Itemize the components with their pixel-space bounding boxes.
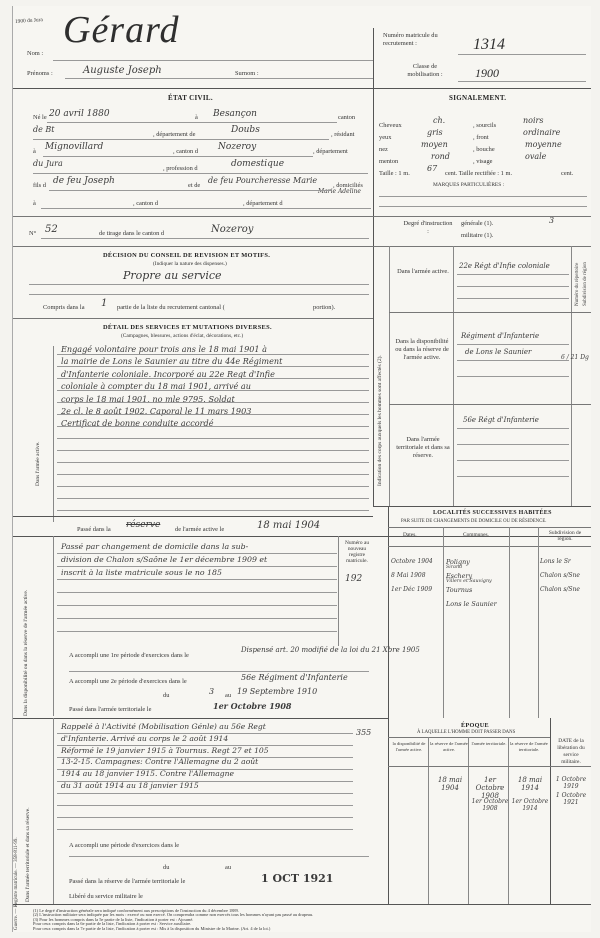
portion-label: portion). bbox=[313, 304, 336, 311]
tirage-label: N° bbox=[29, 230, 37, 237]
ruled-line bbox=[57, 631, 337, 632]
departement2: du Jura bbox=[33, 159, 63, 168]
localite-commune: Lons le Saunier bbox=[446, 600, 497, 608]
epoque-col-header: la réserve de l'armée active. bbox=[430, 741, 468, 752]
cheveux: ch. bbox=[433, 116, 446, 125]
canton-label: canton bbox=[338, 114, 356, 121]
passe-reserve-terr-label: Passé dans la réserve de l'armée territoriale le bbox=[69, 878, 186, 885]
du-label: du bbox=[163, 692, 170, 699]
ruled-line bbox=[57, 354, 369, 355]
localite-commune: Poligny bbox=[446, 558, 470, 566]
compris-label: Compris dans la bbox=[43, 304, 85, 311]
services-line: Certificat de bonne conduite accordé bbox=[61, 418, 214, 429]
subdiv-side-label: Subdivision de région bbox=[583, 262, 588, 306]
marques-label: MARQUES PARTICULIÈRES : bbox=[433, 182, 505, 188]
epoque-value: 18 mai 1904 bbox=[437, 776, 463, 792]
decision-subtitle: (Indiquer la nature des dispenses.) bbox=[153, 261, 227, 267]
ruled-line bbox=[57, 618, 337, 619]
localites-col-dates: Dates. bbox=[403, 532, 417, 538]
taille-label: Taille : 1 m. bbox=[379, 170, 410, 177]
localite-subdivision: Chalon s/Sne bbox=[540, 586, 580, 593]
footnote-line: Pour ceux compris dans la 6e partie de la liste, l'indication à porter est : Service auxiliaire. bbox=[33, 921, 192, 927]
services-side-label: Dans l'armée active. bbox=[35, 441, 41, 486]
domicilies-label: , domiciliés bbox=[333, 182, 363, 189]
margin-note: 1900 du Jura bbox=[14, 17, 44, 25]
sourcils-label: , sourcils bbox=[473, 122, 497, 129]
corps-dispo-value2: de Lons le Saunier bbox=[465, 348, 532, 356]
ruled-line bbox=[57, 474, 369, 475]
localite-subdivision: Lons le Sr bbox=[540, 558, 571, 565]
nom-label: Nom : bbox=[27, 50, 44, 57]
a-label: à bbox=[195, 114, 198, 121]
passe-value: réserve bbox=[126, 520, 161, 530]
degre-label: Degré d'instruction : bbox=[403, 220, 453, 235]
mother: de feu Pourcheresse Marie bbox=[208, 176, 318, 185]
au-terr-label: au bbox=[225, 864, 232, 871]
territoriale-side-label: Dans l'armée territoriale et dans sa réserve. bbox=[25, 807, 31, 902]
matricule-sheet bbox=[12, 6, 591, 932]
localite-voie: Sirand bbox=[446, 565, 463, 570]
yeux: gris bbox=[427, 128, 443, 137]
epoque-col-header: la réserve de l'armée territoriale. bbox=[510, 741, 548, 752]
birth-date: 20 avril 1880 bbox=[49, 109, 110, 119]
ruled-line bbox=[57, 745, 353, 746]
corps-active-value: 22e Régt d'Infie coloniale bbox=[459, 262, 550, 270]
epoque-date-value: 1 Octobre 1921 bbox=[555, 792, 587, 806]
menton: rond bbox=[431, 152, 450, 161]
services-subtitle: (Campagnes, blessures, actions d'éclat, décorations, etc.) bbox=[121, 333, 244, 339]
reserve-line: division de Chalon s/Saône le 1er décembre 1909 et bbox=[61, 555, 268, 564]
departement: Doubs bbox=[231, 125, 260, 135]
bouche-label: , bouche bbox=[473, 146, 495, 153]
corps-dispo-label: Dans la disponibilité ou dans la réserve de l'armée active. bbox=[395, 338, 449, 361]
decision-title: DÉCISION DU CONSEIL DE REVISION ET MOTIFS. bbox=[103, 252, 271, 259]
corps-terr-label: Dans l'armée territoriale et dans sa réserve. bbox=[396, 436, 450, 459]
prenoms: Auguste Joseph bbox=[83, 65, 162, 76]
front-label: , front bbox=[473, 134, 489, 141]
ruled-line bbox=[57, 378, 369, 379]
surname: Gérard bbox=[63, 9, 180, 51]
epoque-date-value: 1 Octobre 1919 bbox=[555, 776, 587, 790]
mother-note: Marie Adeline bbox=[318, 188, 361, 195]
classe-number: 1900 bbox=[475, 66, 499, 80]
nez: moyen bbox=[421, 140, 448, 149]
periode1-value: Dispensé art. 20 modifié de la loi du 21 Xbre 1905 bbox=[241, 646, 420, 654]
periode-terr-label: A accompli une période d'exercices dans le bbox=[69, 842, 180, 849]
epoque-title: ÉPOQUE bbox=[461, 722, 489, 729]
tirage-text: de tirage dans le canton d bbox=[99, 230, 165, 237]
ruled-line bbox=[57, 566, 337, 567]
ruled-line bbox=[57, 486, 369, 487]
profession: domestique bbox=[231, 159, 285, 169]
cheveux-label: Cheveux bbox=[379, 122, 402, 129]
libere-date: 1 OCT 1921 bbox=[261, 872, 334, 885]
localite-commune: Tournus bbox=[446, 586, 473, 594]
footnote-line: Pour ceux compris dans la 7e partie de la liste, l'indication à porter est : Mis à la disposition du Ministre de la Marine. (Art. 4 de la loi.) bbox=[33, 925, 271, 931]
localite-commune: Eschery bbox=[446, 572, 473, 580]
epoque-col-header: la disponibilité de l'armée active. bbox=[392, 741, 426, 752]
epoque-value: 18 mai 1914 bbox=[517, 776, 543, 792]
territoriale-page-note: 355 bbox=[356, 728, 372, 737]
canton2: Nozeroy bbox=[218, 142, 257, 152]
ruled-line bbox=[57, 438, 369, 439]
generale-label: générale (1). bbox=[461, 220, 494, 227]
au-label: au bbox=[225, 692, 232, 699]
corps-terr-value: 56e Régt d'Infanterie bbox=[463, 416, 539, 424]
corps-side-label: Indication des corps auxquels les hommes sont affectés (2). bbox=[377, 355, 383, 486]
matricule-number: 1314 bbox=[473, 36, 505, 53]
epoque-extra: 1er Octobre 1914 bbox=[511, 798, 549, 812]
ruled-line bbox=[57, 426, 369, 427]
ruled-line bbox=[57, 793, 353, 794]
epoque-extra: 1er Octobre 1908 bbox=[471, 798, 509, 812]
surnom-label: Surnom : bbox=[235, 70, 259, 77]
etat-civil-title: ÉTAT CIVIL. bbox=[168, 94, 213, 102]
taille-rect-label: cent. Taille rectifiée : 1 m. bbox=[445, 170, 513, 177]
taille: 67 bbox=[427, 164, 438, 173]
territoriale-line: Réformé le 19 janvier 1915 à Tournus. Regt 27 et 105 bbox=[61, 745, 269, 755]
passe-date: 18 mai 1904 bbox=[257, 520, 321, 531]
ruled-line bbox=[57, 592, 337, 593]
corps-dispo-note: 6 / 21 Dg bbox=[561, 354, 589, 361]
localite-date: 8 Mai 1908 bbox=[391, 572, 426, 579]
localites-title: LOCALITÉS SUCCESSIVES HABITÉES bbox=[433, 510, 552, 516]
ruled-line bbox=[57, 553, 337, 554]
libere-label: Libéré du service militaire le bbox=[69, 893, 143, 900]
epoque-subtitle: À LAQUELLE L'HOMME DOIT PASSER DANS bbox=[417, 730, 516, 735]
passe-text: de l'armée active le bbox=[175, 526, 225, 533]
corps-active-label: Dans l'armée active. bbox=[397, 268, 449, 275]
et-label: et de bbox=[188, 182, 201, 189]
front: ordinaire bbox=[523, 128, 561, 137]
profession-label: , profession d bbox=[163, 165, 198, 172]
residence: Mignovillard bbox=[45, 142, 104, 152]
ruled-line bbox=[57, 414, 369, 415]
localite-subdivision: Chalon s/Sne bbox=[540, 572, 580, 579]
visage: ovale bbox=[525, 152, 547, 161]
ne-le-label: Né le bbox=[33, 114, 47, 121]
epoque-value: 1er Octobre 1908 bbox=[475, 776, 505, 800]
ruled-line bbox=[57, 769, 353, 770]
bouche: moyenne bbox=[525, 140, 562, 149]
ruled-line bbox=[57, 450, 369, 451]
canton2-label: , canton d bbox=[173, 148, 199, 155]
territoriale-label: Passé dans l'armée territoriale le bbox=[69, 706, 152, 713]
ruled-line bbox=[57, 510, 369, 511]
footnote-line: (2) L'instruction militaire sera indiquée par les mots : exercé ou non exercé. On comprendra comme non exercés tous les hommes n'ayant pas passé au drapeau. bbox=[33, 912, 314, 918]
services-line: d'Infanterie coloniale. Incorporé au 22e Regt d'Infie bbox=[61, 368, 275, 379]
decision-value: Propre au service bbox=[123, 269, 222, 282]
classe-label: Classe de mobilisation : bbox=[407, 63, 443, 78]
compris-text: partie de la liste du recrutement cantonal ( bbox=[117, 304, 225, 311]
father: de feu Joseph bbox=[53, 176, 115, 186]
services-line: 2e cl. le 8 août 1902. Caporal le 11 mars 1903 bbox=[61, 406, 252, 416]
canton: de Bt bbox=[33, 125, 55, 134]
footnote-line: (1) Le degré d'instruction générale sera indiqué conformément aux prescriptions de l'instruction du 4 décembre 1889. bbox=[33, 908, 239, 913]
menton-label: menton bbox=[379, 158, 399, 165]
periode2-label: A accompli une 2e période d'exercices dans le bbox=[69, 678, 187, 685]
departement-label: , département de bbox=[153, 131, 196, 138]
reserve-line: Passé par changement de domicile dans la sub- bbox=[61, 542, 249, 551]
territoriale-line: Rappelé à l'Activité (Mobilisation Génle) au 56e Regt bbox=[61, 722, 266, 731]
matricule-label: Numéro matricule du recrutement : bbox=[383, 32, 438, 47]
localite-date: Octobre 1904 bbox=[391, 558, 433, 565]
signalement-title: SIGNALEMENT. bbox=[449, 94, 507, 102]
canton3-label: , canton d bbox=[133, 200, 159, 207]
services-line: coloniale à compter du 18 mai 1901, arrivé au bbox=[61, 381, 251, 392]
a2-label: à bbox=[33, 148, 36, 155]
bottom-margin-text: Guerre. — Registre matricule. — 358-811-99. bbox=[14, 837, 19, 930]
localites-col-communes: Communes. bbox=[463, 532, 489, 538]
ruled-line bbox=[57, 829, 353, 830]
services-line: la mairie de Lons le Saunier au titre du 44e Régiment bbox=[61, 356, 283, 367]
ruled-line bbox=[57, 805, 353, 806]
ruled-line bbox=[57, 579, 337, 580]
ruled-line bbox=[57, 605, 337, 606]
periode2-to: 19 Septembre 1910 bbox=[237, 687, 318, 696]
sourcils: noirs bbox=[523, 116, 544, 125]
reserve-line: inscrit à la liste matricule sous le no 185 bbox=[61, 568, 222, 577]
territoriale-line: 13-2-15. Campagnes: Contre l'Allemagne du 2 août bbox=[61, 757, 259, 767]
cent-label: cent. bbox=[561, 170, 574, 177]
nez-label: nez bbox=[379, 146, 388, 153]
periode2-value: 56e Régiment d'Infanterie bbox=[241, 673, 348, 682]
ruled-line bbox=[57, 733, 353, 734]
territoriale-line: d'Infanterie. Arrivé au corps le 2 août 1914 bbox=[61, 733, 229, 743]
localites-col-subdivision: Subdivision de région. bbox=[548, 530, 582, 542]
residant-label: , résidant bbox=[331, 131, 355, 138]
prenoms-label: Prénoms : bbox=[27, 70, 53, 77]
territoriale-line: du 31 août 1914 au 18 janvier 1915 bbox=[61, 781, 199, 790]
territoriale-date: 1er Octobre 1908 bbox=[213, 701, 292, 711]
corps-dispo-value1: Régiment d'Infanterie bbox=[461, 332, 540, 340]
tirage-number: 52 bbox=[45, 224, 58, 235]
localite-date: 1er Déc 1909 bbox=[391, 586, 433, 593]
services-title: DÉTAIL DES SERVICES ET MUTATIONS DIVERSES. bbox=[103, 324, 272, 331]
localites-subtitle: PAR SUITE DE CHANGEMENTS DE DOMICILE OU DE RÉSIDENCE. bbox=[401, 519, 547, 524]
ruled-line bbox=[57, 366, 369, 367]
partie-number: 1 bbox=[101, 298, 108, 309]
departement3-label: , département d bbox=[243, 200, 283, 207]
territoriale-line: 1914 au 18 janvier 1915. Contre l'Allemagne bbox=[61, 769, 235, 779]
ruled-line bbox=[57, 390, 369, 391]
services-line: Engagé volontaire pour trois ans le 18 mai 1901 à bbox=[61, 344, 267, 354]
numero-value: 192 bbox=[345, 574, 363, 584]
ruled-line bbox=[57, 462, 369, 463]
periode1-label: A accompli une 1re période d'exercices dans le bbox=[69, 652, 189, 659]
militaire-label: militaire (1). bbox=[461, 232, 494, 239]
ruled-line bbox=[57, 757, 353, 758]
epoque-col-header: l'armée territoriale. bbox=[471, 741, 507, 746]
yeux-label: yeux bbox=[379, 134, 392, 141]
fils-label: fils d bbox=[33, 182, 46, 189]
ruled-line bbox=[57, 817, 353, 818]
ruled-line bbox=[57, 402, 369, 403]
reserve-side-label: Dans la disponibilité ou dans la réserve de l'armée active. bbox=[23, 589, 29, 716]
generale: 3 bbox=[549, 216, 555, 225]
numero-col-label: Numéro au nouveau registre matricule. bbox=[344, 540, 370, 564]
periode2-from: 3 bbox=[209, 687, 215, 696]
footnote-line: (3) Pour les hommes compris dans la 5e partie de la liste, l'indication à porter est : Ajourné. bbox=[33, 916, 194, 922]
a3-label: à bbox=[33, 200, 36, 207]
num-side-label: Numéro du répertoire bbox=[575, 262, 580, 306]
tirage-canton: Nozeroy bbox=[211, 224, 254, 235]
visage-label: , visage bbox=[473, 158, 493, 165]
epoque-date-col-title: DATE de la libération du service militaire. bbox=[557, 738, 585, 765]
ruled-line bbox=[57, 498, 369, 499]
du-terr-label: du bbox=[163, 864, 170, 871]
localite-voie: Villers et Sauvigny bbox=[446, 579, 492, 584]
passe-label: Passé dans la bbox=[77, 526, 111, 533]
departement2-label: , département bbox=[313, 148, 348, 155]
ruled-line bbox=[57, 781, 353, 782]
services-line: corps le 18 mai 1901, no mle 9795. Soldat bbox=[61, 393, 235, 404]
birth-place: Besançon bbox=[213, 109, 257, 119]
